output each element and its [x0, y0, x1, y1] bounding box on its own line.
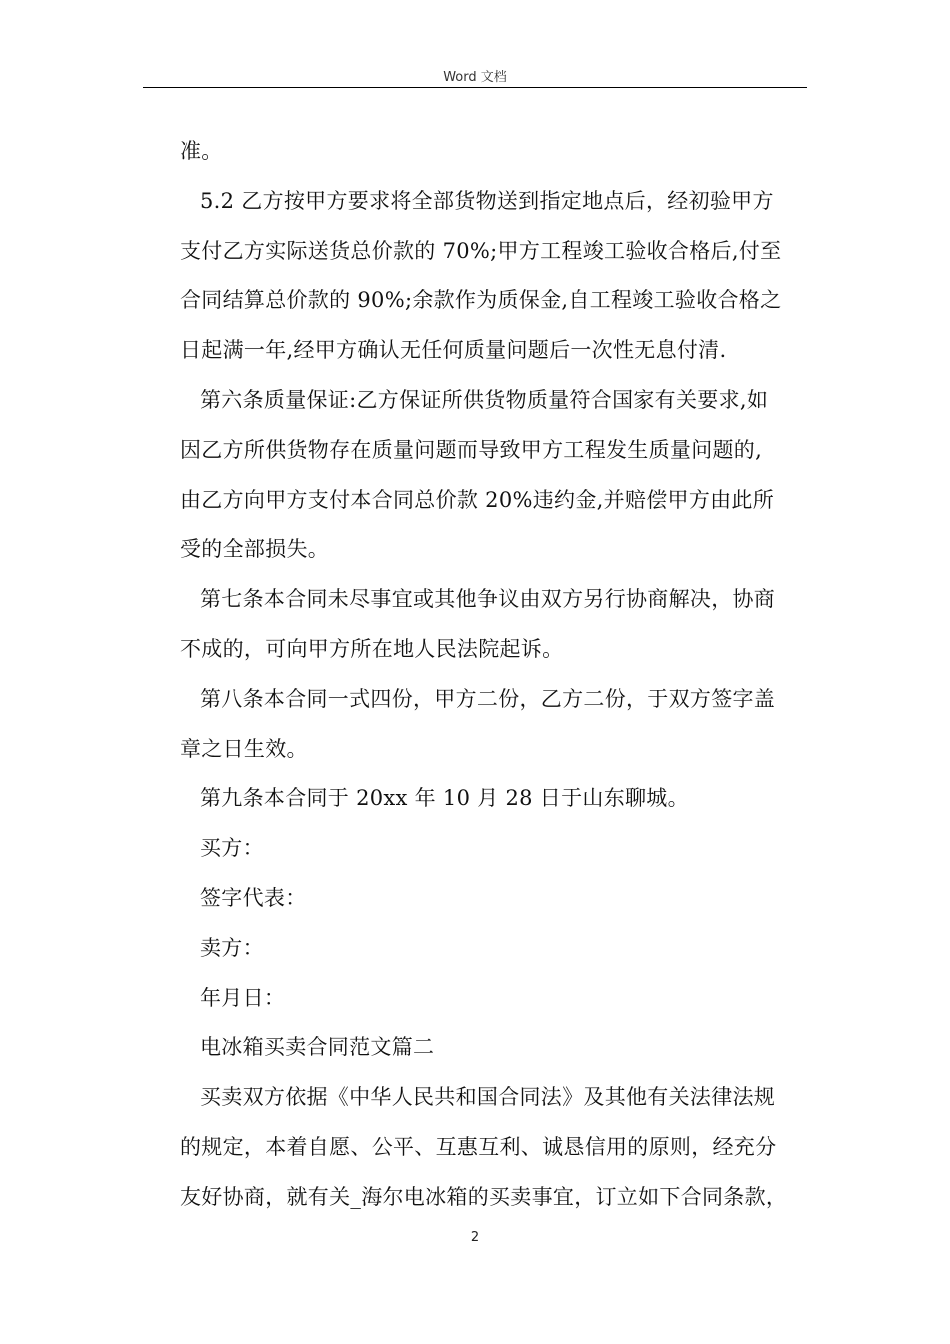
body-line: 日起满一年,经甲方确认无任何质量问题后一次性无息付清. — [180, 338, 727, 363]
date-label: 年月日： — [200, 985, 286, 1010]
body-line: 买卖双方依据《中华人民共和国合同法》及其他有关法律法规 — [200, 1085, 776, 1110]
body-line: 友好协商，就有关_海尔电冰箱的买卖事宜，订立如下合同条款， — [180, 1184, 788, 1209]
body-line: 第八条本合同一式四份，甲方二份，乙方二份，于双方签字盖 — [200, 686, 776, 711]
body-line: 的规定，本着自愿、公平、互惠互利、诚恳信用的原则，经充分 — [180, 1134, 777, 1159]
body-line: 章之日生效。 — [180, 736, 308, 761]
body-line: 不成的，可向甲方所在地人民法院起诉。 — [180, 636, 564, 661]
section-heading: 电冰箱买卖合同范文篇二 — [200, 1035, 435, 1060]
buyer-label: 买方： — [200, 836, 264, 861]
body-line: 第六条质量保证:乙方保证所供货物质量符合国家有关要求,如 — [200, 387, 769, 412]
page-number: 2 — [470, 1230, 480, 1245]
body-line: 5.2 乙方按甲方要求将全部货物送到指定地点后，经初验甲方 — [200, 188, 774, 213]
document-body — [180, 127, 804, 1223]
header-divider — [143, 87, 807, 88]
signatory-label: 签字代表： — [200, 885, 307, 910]
body-line: 合同结算总价款的 90%;余款作为质保金,自工程竣工验收合格之 — [180, 288, 782, 313]
body-line: 受的全部损失。 — [180, 537, 330, 562]
seller-label: 卖方： — [200, 935, 264, 960]
page-header: Word 文档 — [443, 70, 507, 85]
body-line: 因乙方所供货物存在质量问题而导致甲方工程发生质量问题的, — [180, 437, 763, 462]
body-line: 支付乙方实际送货总价款的 70%;甲方工程竣工验收合格后,付至 — [180, 238, 782, 263]
body-line: 第七条本合同未尽事宜或其他争议由双方另行协商解决，协商 — [200, 587, 776, 612]
body-line: 第九条本合同于 20xx 年 10 月 28 日于山东聊城。 — [200, 786, 689, 811]
body-line: 准。 — [180, 139, 223, 163]
body-line: 由乙方向甲方支付本合同总价款 20%违约金,并赔偿甲方由此所 — [180, 487, 775, 512]
